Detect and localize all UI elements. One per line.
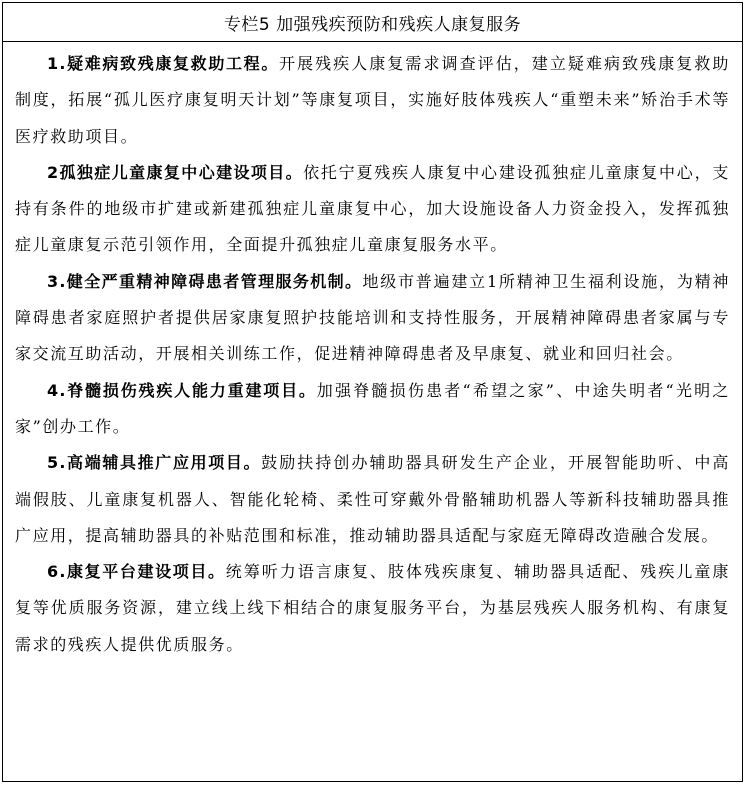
item-text: 统筹听力语言康复、肢体残疾康复、辅助器具适配、残疾儿童康复等优质服务资源，建立线上线下相结合的康复服务平台，为基层残疾人服务机构、有康复需求的残疾人提供优质服务。 <box>15 562 730 654</box>
item-3 <box>15 264 730 373</box>
item-heading: 4.脊髓损伤残疾人能力重建项目。 <box>47 380 317 400</box>
item-text: 加强脊髓损伤患者“希望之家”、中途失明者“光明之家”创办工作。 <box>15 380 730 436</box>
item-heading: 3.健全严重精神障碍患者管理服务机制。 <box>47 271 363 291</box>
item-text: 依托宁夏残疾人康复中心建设孤独症儿童康复中心，支持有条件的地级市扩建或新建孤独症儿童康复中心，加大设施设备人力资金投入，发挥孤独症儿童康复示范引领作用，全面提升孤独症儿童康复服务水平。 <box>15 162 730 255</box>
item-6 <box>15 554 730 663</box>
column-content <box>3 42 742 663</box>
item-4 <box>15 373 730 446</box>
item-text: 鼓励扶持创办辅助器具研发生产企业，开展智能助听、中高端假肢、儿童康复机器人、智能化轮椅、柔性可穿戴外骨骼辅助机器人等新科技辅助器具推广应用，提高辅助器具的补贴范围和标准，推动辅助器具适配与家庭无障碍改造融合发展。 <box>15 453 731 545</box>
item-heading: 5.高端辅具推广应用项目。 <box>47 453 262 473</box>
item-1 <box>15 46 730 155</box>
item-heading: 2孤独症儿童康复中心建设项目。 <box>47 162 304 182</box>
item-5 <box>15 445 730 554</box>
item-text: 开展残疾人康复需求调查评估，建立疑难病致残康复救助制度，拓展“孤儿医疗康复明天计划”等康复项目，实施好肢体残疾人“重塑未来”矫治手术等医疗救助项目。 <box>15 54 730 146</box>
item-2 <box>15 155 730 264</box>
item-heading: 1.疑难病致残康复救助工程。 <box>47 54 279 73</box>
column-box <box>2 2 743 782</box>
column-title: 专栏5 加强残疾预防和残疾人康复服务 <box>3 3 742 42</box>
item-heading: 6.康复平台建设项目。 <box>47 562 226 582</box>
item-text: 地级市普遍建立1所精神卫生福利设施，为精神障碍患者家庭照护者提供居家康复照护技能培训和支持性服务，开展精神障碍患者家属与专家交流互助活动，开展相关训练工作，促进精神障碍患者及早康复、就业和回归社会。 <box>15 271 731 364</box>
